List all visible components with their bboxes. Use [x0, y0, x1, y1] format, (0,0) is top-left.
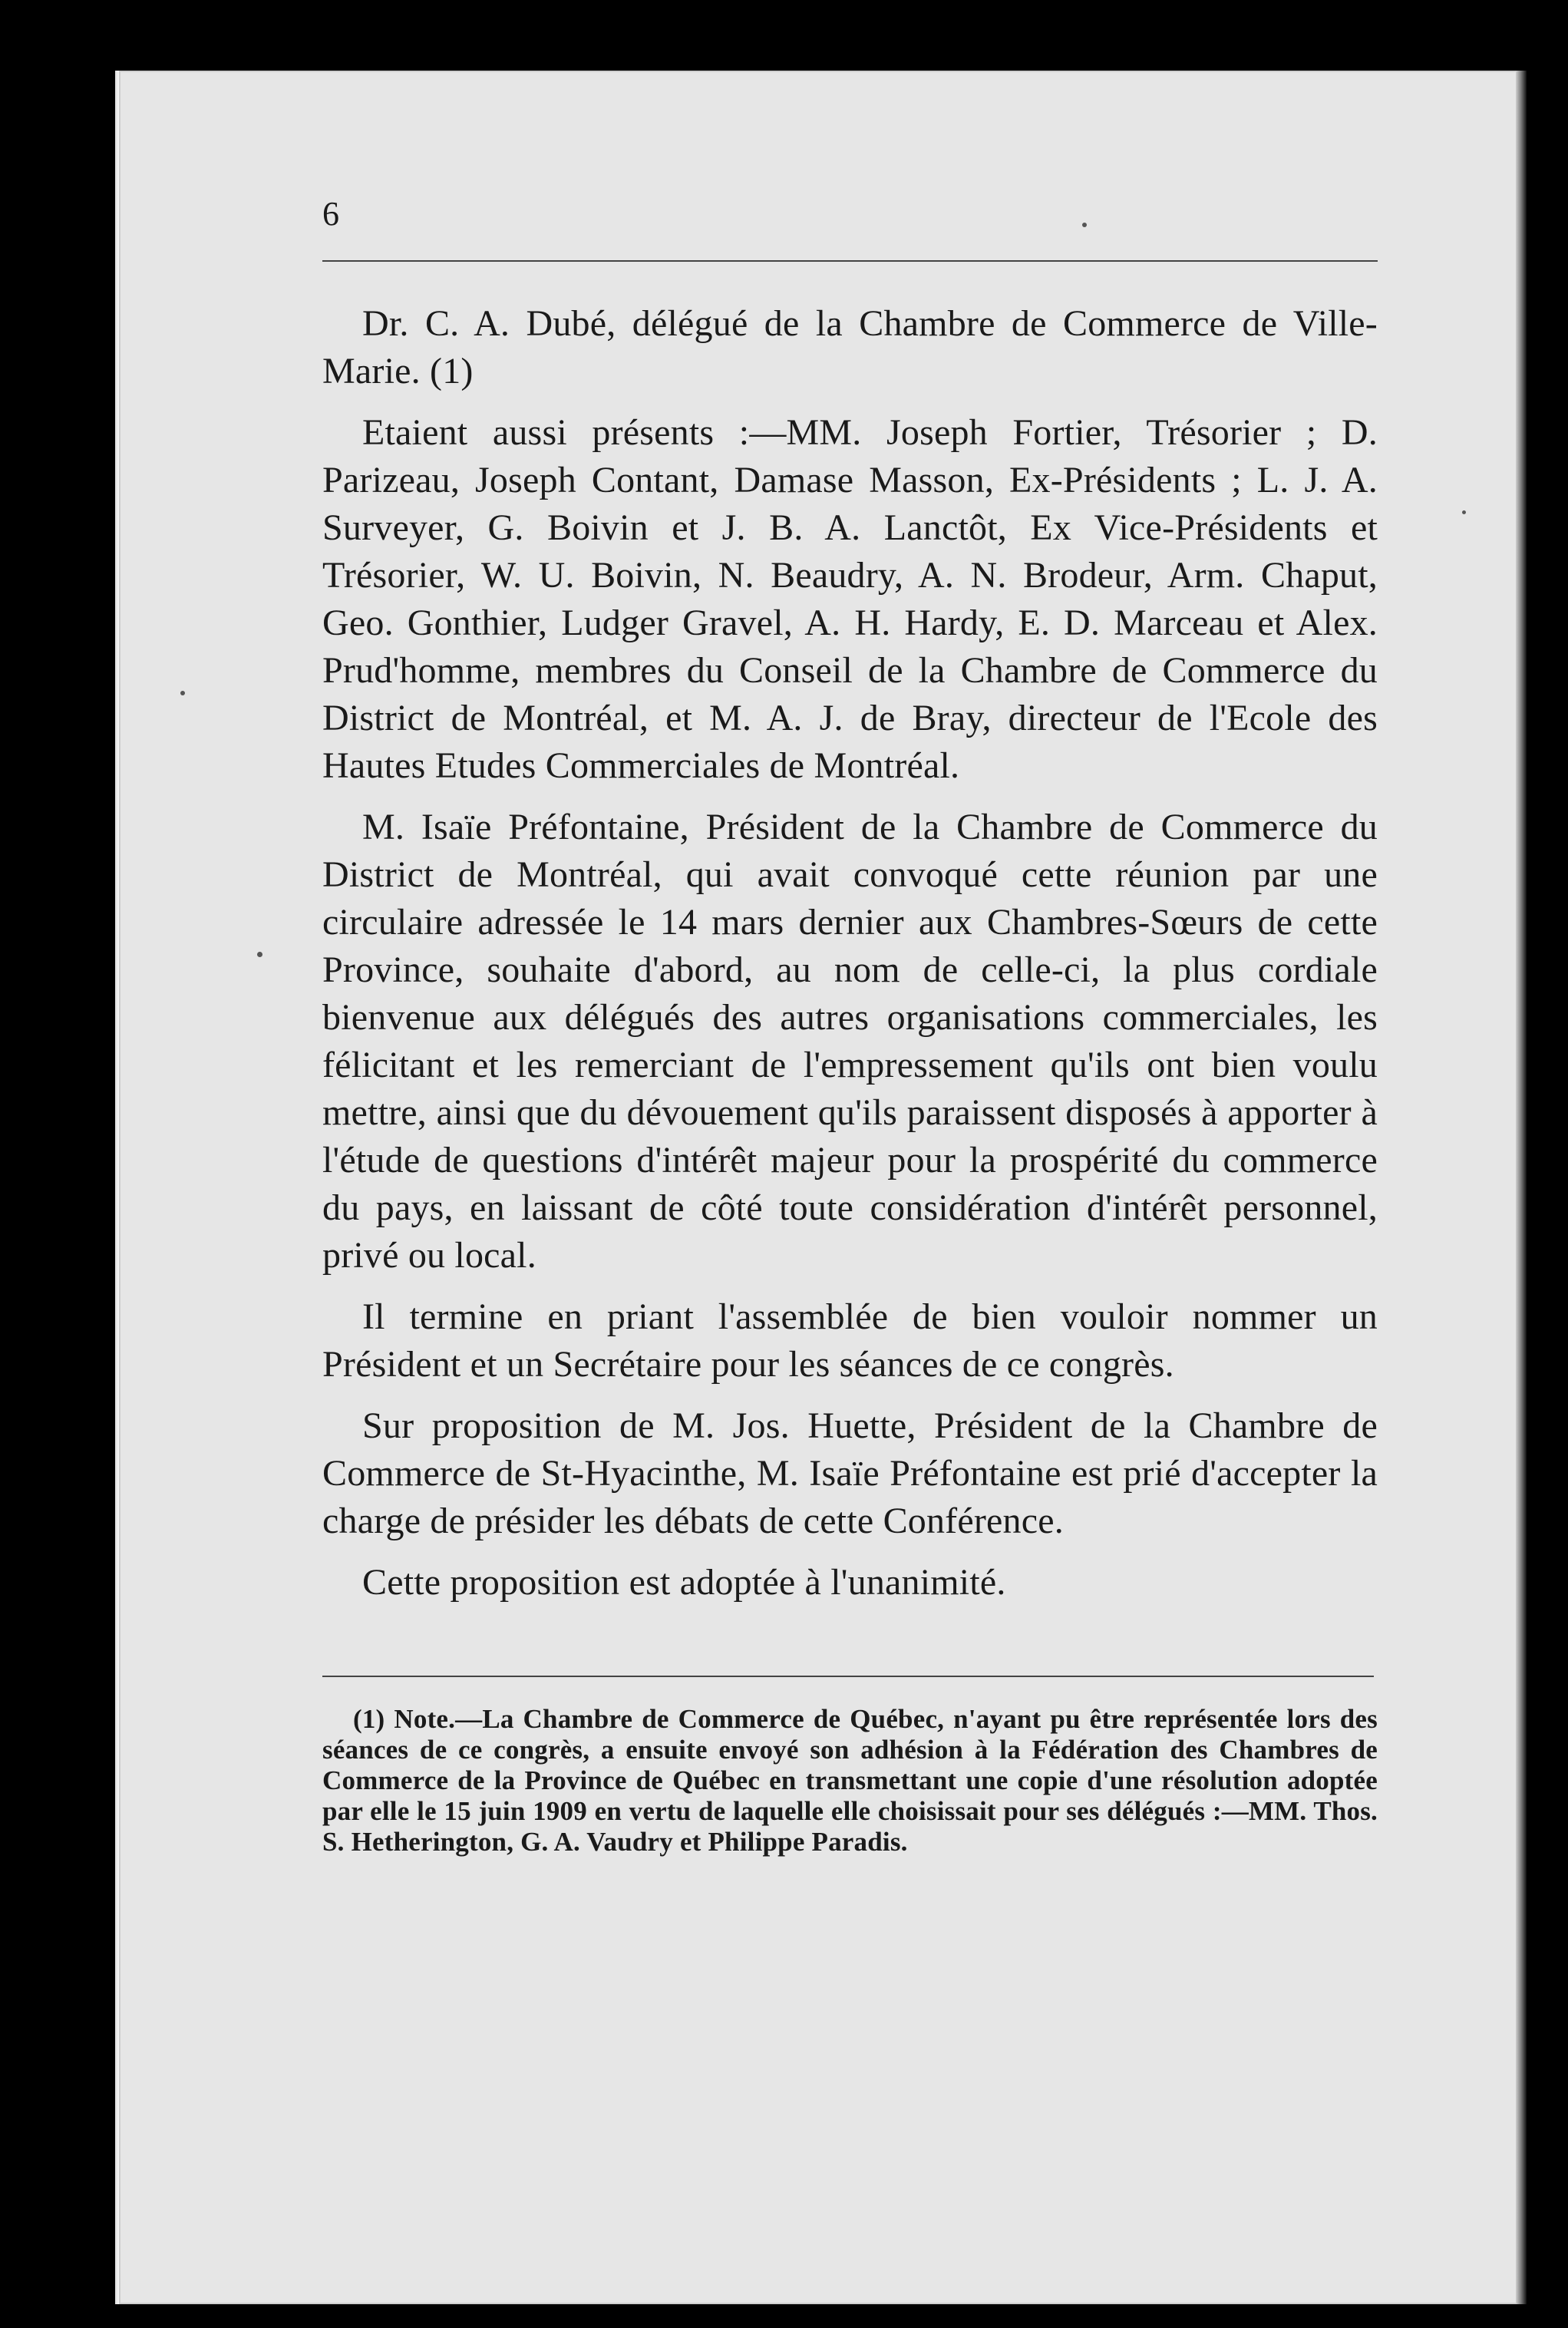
paragraph-attendees: Etaient aussi présents :—MM. Joseph Fortier, Trésorier ; D. Parizeau, Joseph Contant, Damase Masson, Ex-Présidents ; L. J. A. Surveyer, G. Boivin et J. B. A. Lanctôt, Ex Vice-Présidents et Trésorier, W. U. Boivin, N. Beaudry, A. N. Brodeur, Arm. Chaput, Geo. Gonthier, Ludger Gravel, A. H. Hardy, E. D. Marceau et Alex. Prud'homme, membres du Conseil de la Chambre de Commerce du District de Montréal, et M. A. J. de Bray, directeur de l'Ecole des Hautes Etudes Commerciales de Montréal.	[322, 412, 1378, 786]
page-number: 6	[322, 195, 339, 233]
paragraph-nomination-request: Il termine en priant l'assemblée de bien vouloir nommer un Président et un Secrétaire pour les séances de ce congrès.	[322, 1296, 1378, 1385]
footnote: (1) Note.—La Chambre de Commerce de Québec, n'ayant pu être représentée lors des séances de ce congrès, a ensuite envoyé son adhésion à la Fédération des Chambres de Commerce de la Province de Québec en transmettant une copie d'une résolution adoptée par elle le 15 juin 1909 en vertu de laquelle elle choisissait pour ses délégués :—MM. Thos. S. Hetherington, G. A. Vaudry et Philippe Paradis.	[322, 1704, 1378, 1857]
paragraph-delegate: Dr. C. A. Dubé, délégué de la Chambre de Commerce de Ville-Marie. (1)	[322, 303, 1378, 391]
footnote-rule	[322, 1676, 1374, 1677]
paragraph-welcome: M. Isaïe Préfontaine, Président de la Chambre de Commerce du District de Montréal, qui avait convoqué cette réunion par une circulaire adressée le 14 mars dernier aux Chambres-Sœurs de cette Province, souhaite d'abord, au nom de celle-ci, la plus cordiale bienvenue aux délégués des autres organisations commerciales, les félicitant et les remerciant de l'empressement qu'ils ont bien voulu mettre, ainsi que du dévouement qu'ils paraissent disposés à apporter à l'étude de questions d'intérêt majeur pour la prospérité du commerce du pays, en laissant de côté toute considération d'intérêt personnel, privé ou local.	[322, 807, 1378, 1276]
header-rule	[322, 260, 1378, 262]
scan-speck	[257, 952, 262, 957]
paragraph-proposition: Sur proposition de M. Jos. Huette, Président de la Chambre de Commerce de St-Hyacinthe, M. Isaïe Préfontaine est prié d'accepter la charge de présider les débats de cette Conférence.	[322, 1405, 1378, 1541]
paragraph-adoption: Cette proposition est adoptée à l'unanimité.	[362, 1562, 1006, 1603]
scan-speck	[1462, 510, 1466, 514]
scan-speck	[180, 691, 185, 695]
page-content	[322, 196, 1378, 1884]
scan-edge-right	[1516, 71, 1527, 2304]
